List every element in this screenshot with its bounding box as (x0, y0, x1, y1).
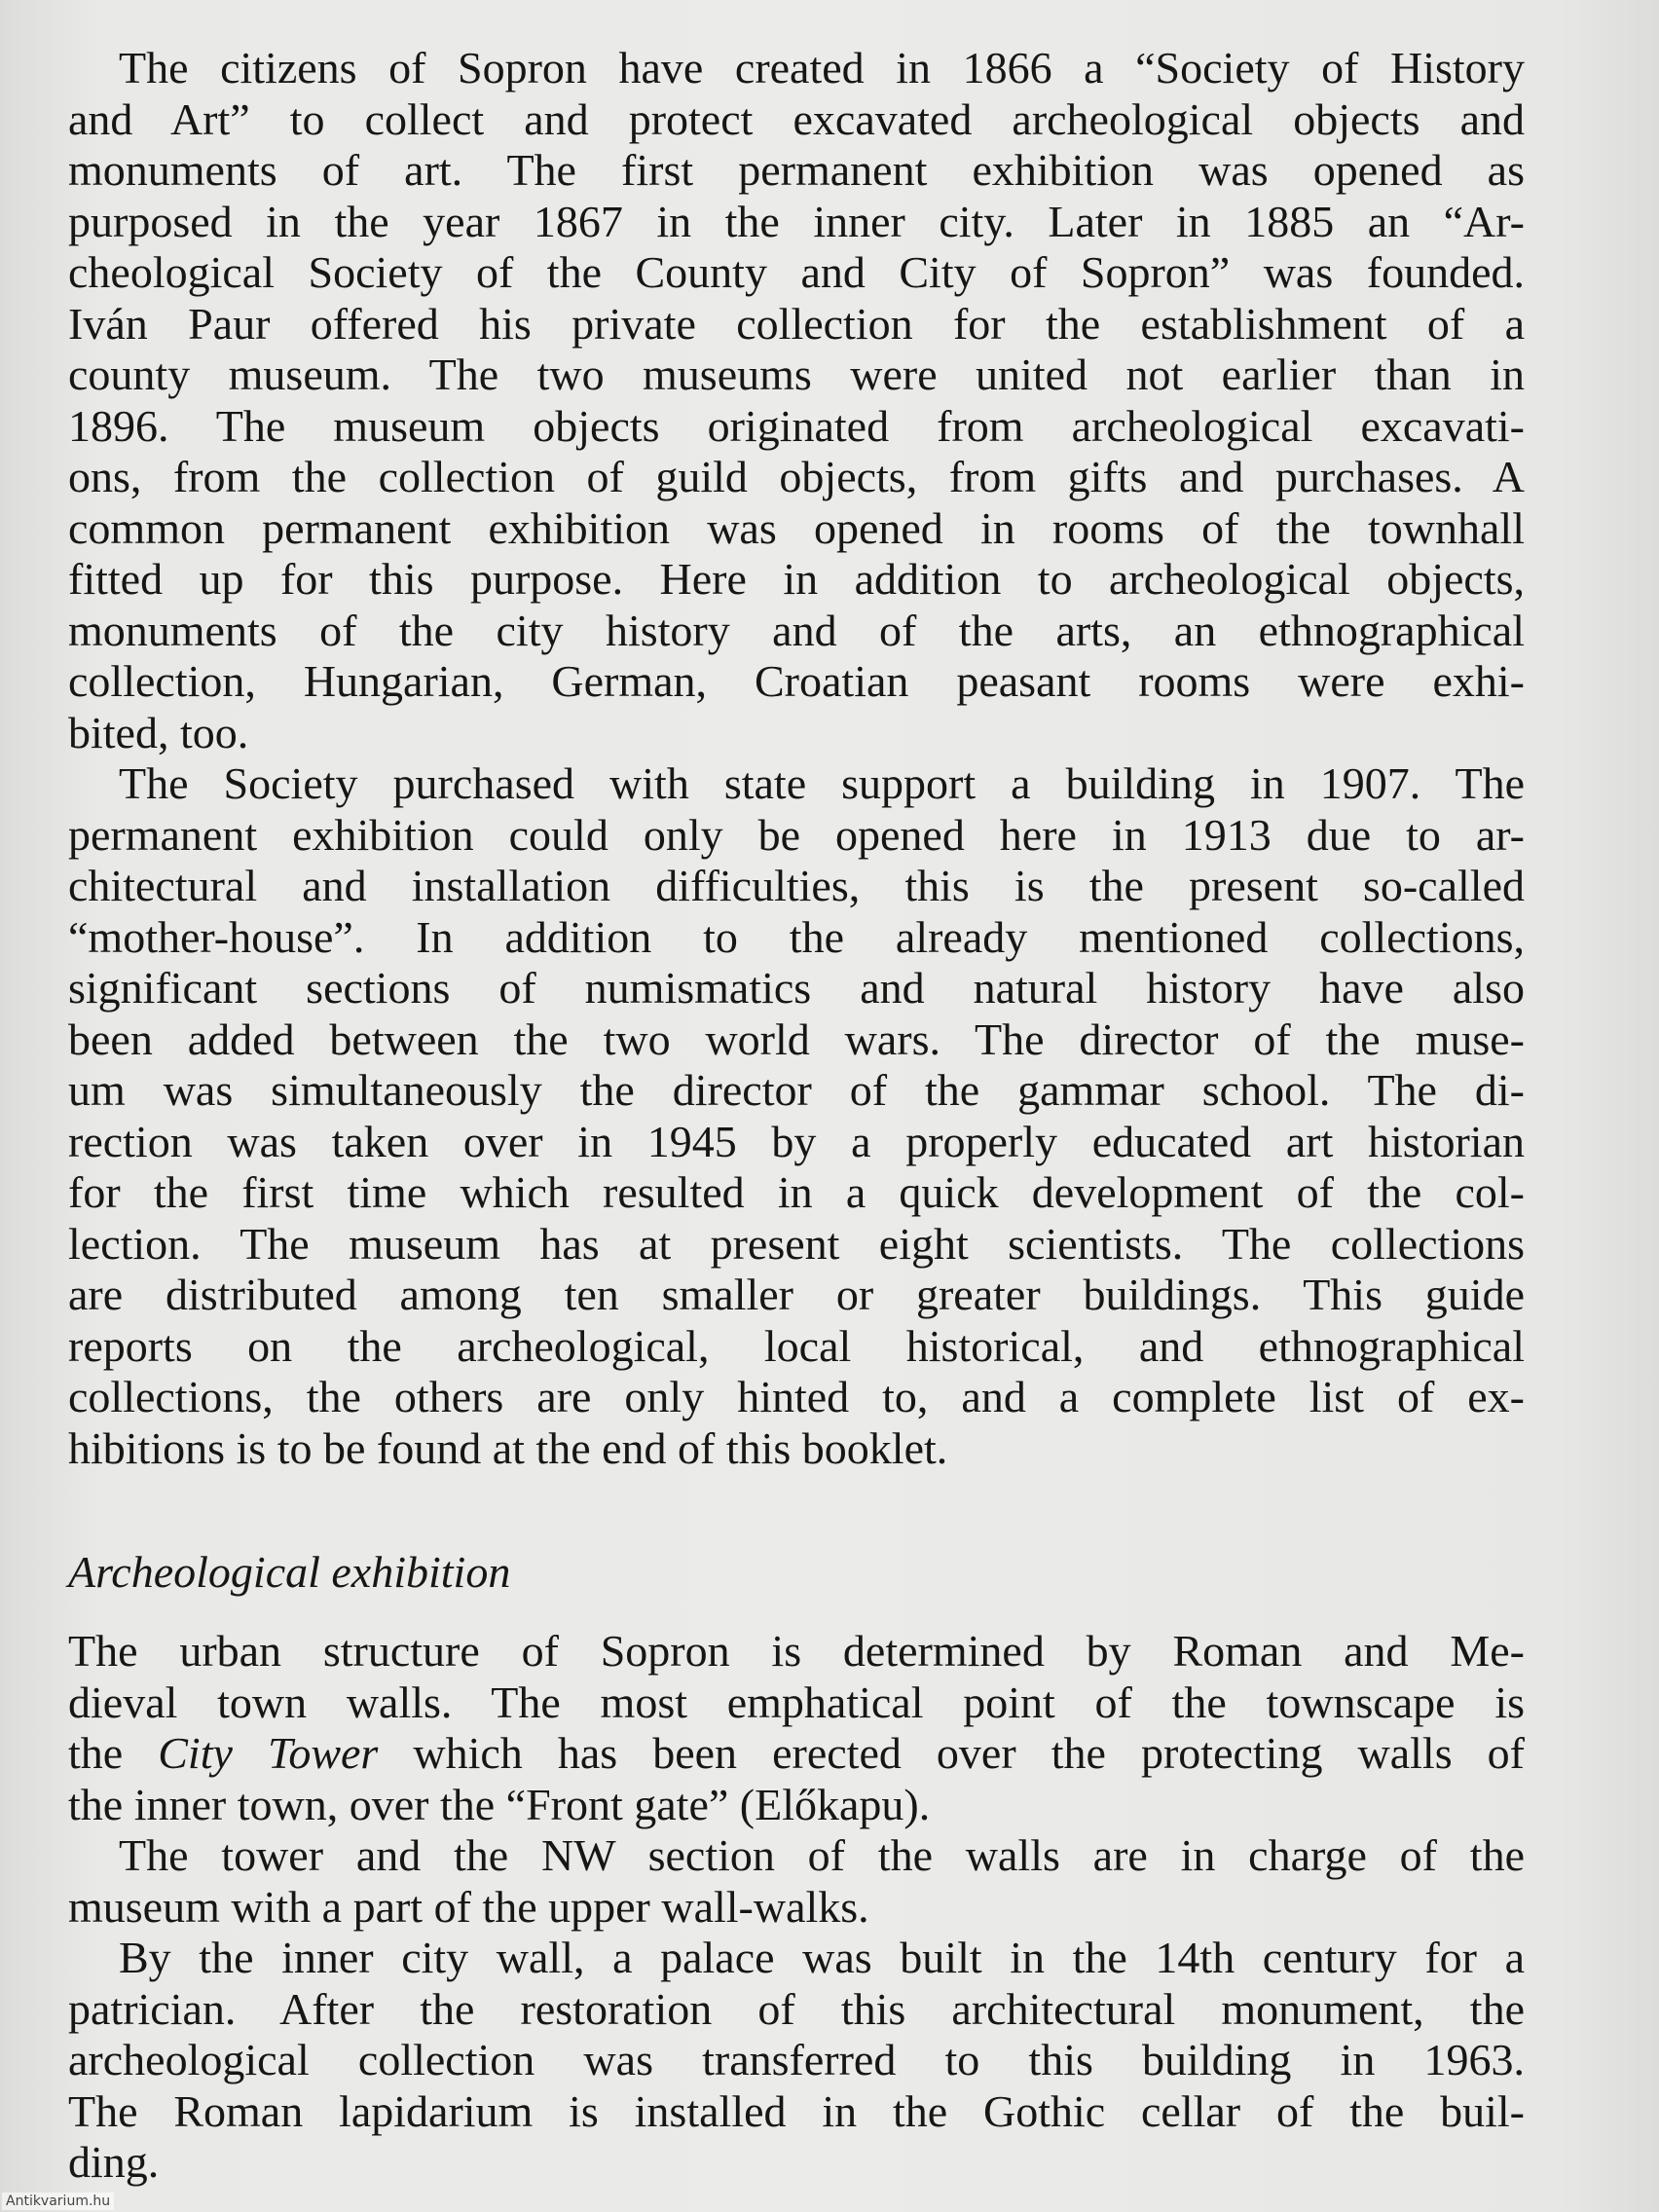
text-line: The urban structure of Sopron is determined by Roman and Me- (68, 1626, 1525, 1676)
text-line: um was simultaneously the director of the gammar school. The di- (68, 1065, 1525, 1115)
text-line: fitted up for this purpose. Here in addition to archeological objects, (68, 554, 1525, 604)
text-line: bited, too. (68, 707, 249, 757)
text-line: Iván Paur offered his private collection for the establishment of a (68, 298, 1525, 349)
history-text (68, 43, 1525, 1474)
text-line: collections, the others are only hinted to, and a complete list of ex- (68, 1372, 1525, 1421)
text-line: museum with a part of the upper wall-walks. (68, 1881, 869, 1932)
city-tower-term: City Tower (158, 1728, 379, 1778)
text-line: and Art” to collect and protect excavated archeological objects and (68, 93, 1525, 144)
text-line: permanent exhibition could only be opened here in 1913 due to ar- (68, 809, 1525, 860)
text-line: county museum. The two museums were united not earlier than in (68, 350, 1525, 399)
text-line: reports on the archeological, local historical, and ethnographical (68, 1320, 1525, 1371)
text-fragment: the (68, 1728, 159, 1778)
text-line: The Roman lapidarium is installed in the Gothic cellar of the buil- (68, 2085, 1525, 2136)
text-line: significant sections of numismatics and natural history have also (68, 963, 1525, 1013)
text-line: patrician. After the restoration of this architectural monument, the (68, 1983, 1525, 2034)
text-line: collection, Hungarian, German, Croatian peasant rooms were exhi- (68, 656, 1525, 706)
text-line: common permanent exhibition was opened in rooms of the townhall (68, 502, 1525, 553)
archeology-text (68, 1626, 1525, 2189)
text-line: are distributed among ten smaller or greater buildings. This guide (68, 1270, 1525, 1319)
text-line: monuments of the city history and of the arts, an ethnographical (68, 605, 1525, 655)
text-fragment: which has been erected over the protecting walls of (378, 1728, 1525, 1778)
text-line: The Society purchased with state support a building in 1907. The (119, 758, 1525, 808)
text-line: “mother-house”. In addition to the already mentioned collections, (68, 911, 1525, 962)
watermark: Antikvarium.hu (2, 2193, 114, 2210)
text-line: the inner town, over the “Front gate” (Előkapu). (68, 1779, 931, 1829)
text-line: cheological Society of the County and City of Sopron” was founded. (68, 247, 1525, 297)
text-line: hibitions is to be found at the end of this booklet. (68, 1422, 948, 1473)
text-line: rection was taken over in 1945 by a properly educated art historian (68, 1116, 1525, 1166)
section-heading: Archeological exhibition (68, 1547, 511, 1597)
text-line (68, 1728, 1525, 1780)
text-line: for the first time which resulted in a quick development of the col- (68, 1167, 1525, 1217)
text-line: lection. The museum has at present eight scientists. The collections (68, 1218, 1525, 1269)
text-line: purposed in the year 1867 in the inner city. Later in 1885 an “Ar- (68, 196, 1525, 246)
text-line: chitectural and installation difficulties, this is the present so-called (68, 861, 1525, 910)
text-line: ding. (68, 2137, 160, 2187)
text-line: 1896. The museum objects originated from archeological excavati- (68, 400, 1525, 451)
text-line: By the inner city wall, a palace was built in the 14th century for a (119, 1933, 1525, 1982)
text-line: been added between the two world wars. The director of the muse- (68, 1014, 1525, 1064)
text-line: The tower and the NW section of the walls are in charge of the (119, 1830, 1525, 1880)
text-line: monuments of art. The first permanent exhibition was opened as (68, 145, 1525, 195)
text-line: ons, from the collection of guild objects, from gifts and purchases. A (68, 452, 1525, 501)
text-line: The citizens of Sopron have created in 1866 a “Society of History (119, 43, 1525, 92)
text-line: archeological collection was transferred to this building in 1963. (68, 2035, 1525, 2084)
text-line: dieval town walls. The most emphatical point of the townscape is (68, 1677, 1525, 1727)
